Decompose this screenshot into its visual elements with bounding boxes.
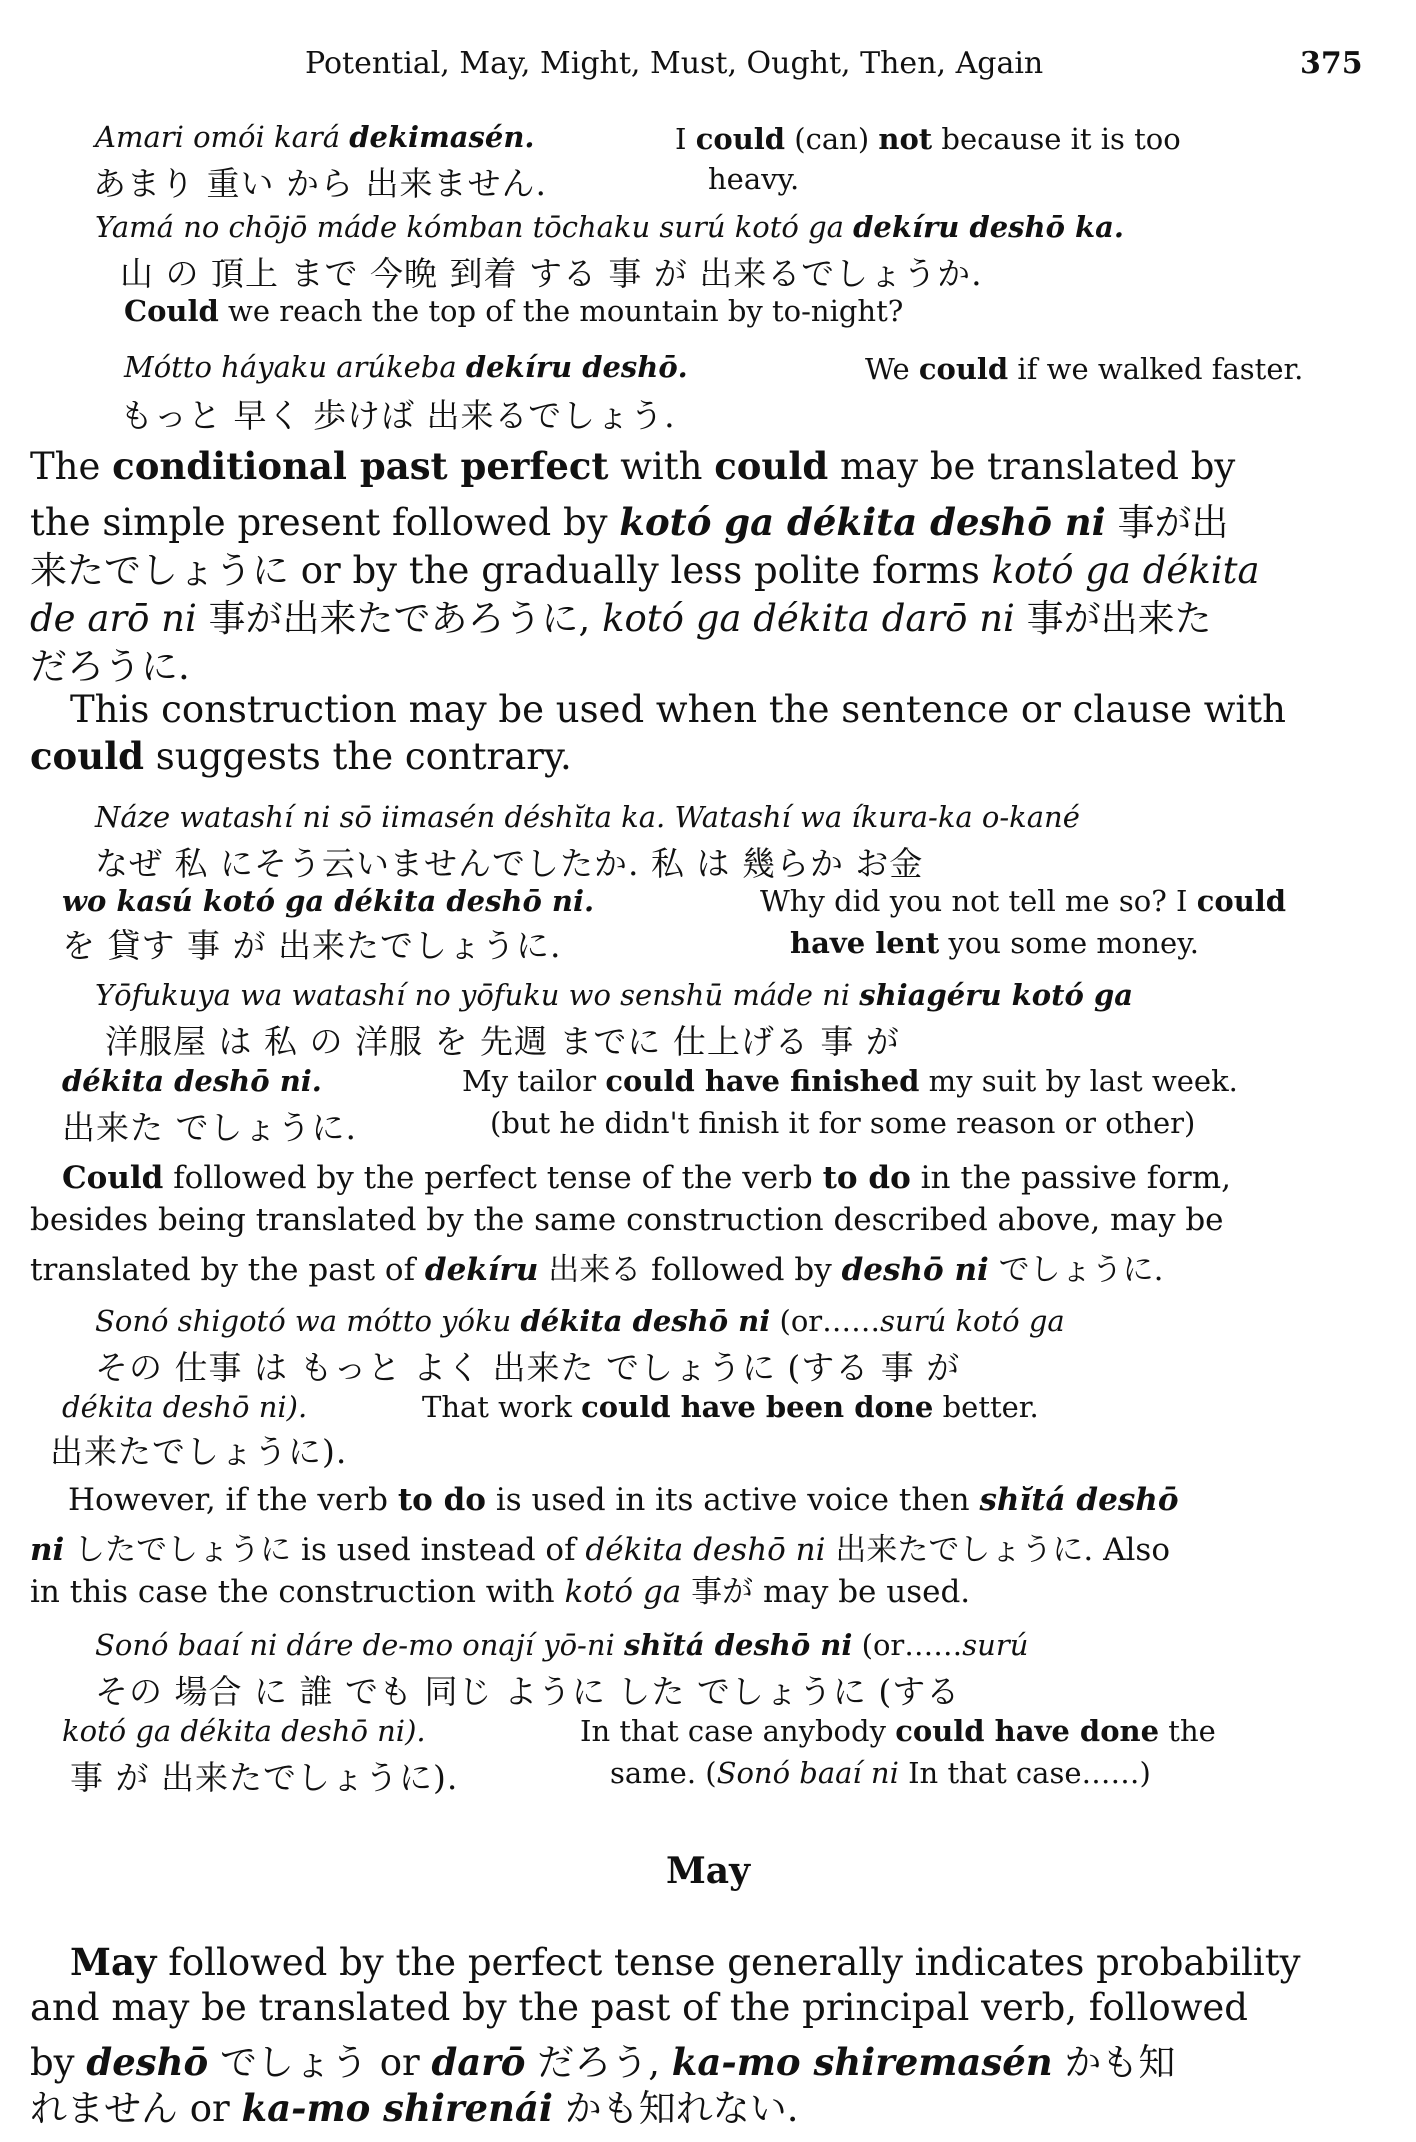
paragraph-line: ni したでしょうに is used instead of dékita deshō ni 出来たでしょうに. Also <box>30 1532 1170 1568</box>
paragraph-line: Could followed by the perfect tense of the verb to do in the passive form, <box>62 1160 1231 1196</box>
example-japanese: もっと 早く 歩けば 出来るでしょう. <box>120 396 676 435</box>
example-japanese: 事 が 出来たでしょうに). <box>70 1758 459 1797</box>
example-romaji: Sonó shigotó wa mótto yóku dékita deshō ni (or……surú kotó ga <box>95 1304 1065 1338</box>
paragraph-line: May followed by the perfect tense generally indicates probability <box>70 1940 1301 1984</box>
example-japanese: を 貸す 事 が 出来たでしょうに. <box>62 926 562 965</box>
example-romaji: Amari omói kará dekimasén. <box>95 120 535 154</box>
example-japanese: 山 の 頂上 まで 今晩 到着 する 事 が 出来るでしょうか. <box>120 254 983 293</box>
paragraph-line: れません or ka-mo shirenái かも知れない. <box>30 2086 799 2130</box>
page-number: 375 <box>1300 46 1363 81</box>
paragraph-line: This construction may be used when the sentence or clause with <box>70 688 1286 731</box>
example-translation: My tailor could have finished my suit by last week. <box>462 1064 1238 1098</box>
running-header: Potential, May, Might, Must, Ought, Then, Again <box>305 46 1044 81</box>
example-translation: Could we reach the top of the mountain by to-night? <box>124 294 904 328</box>
example-romaji: wo kasú kotó ga dékita deshō ni. <box>62 884 595 918</box>
example-translation: Why did you not tell me so? I could <box>760 884 1287 918</box>
example-romaji: Yamá no chōjō máde kómban tōchaku surú kotó ga dekíru deshō ka. <box>95 210 1125 244</box>
example-romaji: Yōfukuya wa watashí no yōfuku wo senshū máde ni shiagéru kotó ga <box>95 978 1134 1012</box>
paragraph-line: by deshō でしょう or darō だろう, ka-mo shiremasén かも知 <box>30 2040 1176 2084</box>
example-translation-cont: same. (Sonó baaí ni In that case……) <box>610 1756 1151 1790</box>
example-japanese: 出来たでしょうに). <box>50 1432 348 1471</box>
example-translation: That work could have been done better. <box>422 1390 1039 1424</box>
section-heading: May <box>665 1850 751 1892</box>
example-romaji: Mótto háyaku arúkeba dekíru deshō. <box>124 350 688 384</box>
example-translation-cont: have lent you some money. <box>790 926 1199 960</box>
paragraph-line: However, if the verb to do is used in its active voice then shĭtá deshō <box>68 1482 1179 1518</box>
example-translation-cont: (but he didn't finish it for some reason or other) <box>490 1106 1196 1140</box>
example-translation-cont: heavy. <box>708 162 800 196</box>
paragraph-line: 来たでしょうに or by the gradually less polite forms kotó ga dékita <box>30 549 1260 592</box>
paragraph-line: besides being translated by the same construction described above, may be <box>30 1202 1224 1238</box>
example-romaji: dékita deshō ni. <box>62 1064 322 1098</box>
paragraph-line: the simple present followed by kotó ga dékita deshō ni 事が出 <box>30 500 1229 544</box>
example-translation: We could if we walked faster. <box>865 352 1304 386</box>
example-romaji: Náze watashí ni sō iimasén déshĭta ka. Watashí wa íkura-ka o-kané <box>95 800 1080 834</box>
example-japanese: 洋服屋 は 私 の 洋服 を 先週 までに 仕上げる 事 が <box>105 1022 900 1061</box>
example-japanese: なぜ 私 にそう云いませんでしたか. 私 は 幾らか お金 <box>95 844 924 883</box>
paragraph-line: だろうに. <box>30 645 190 688</box>
paragraph-line: and may be translated by the past of the principal verb, followed <box>30 1986 1248 2029</box>
paragraph-line: translated by the past of dekíru 出来る followed by deshō ni でしょうに. <box>30 1252 1164 1288</box>
paragraph-line: in this case the construction with kotó ga 事が may be used. <box>30 1574 971 1610</box>
example-japanese: その 場合 に 誰 でも 同じ ように した でしょうに (する <box>95 1672 961 1711</box>
example-japanese: 出来た でしょうに. <box>62 1108 357 1147</box>
paragraph-line: de arō ni 事が出来たであろうに, kotó ga dékita darō ni 事が出来た <box>30 597 1212 640</box>
example-japanese: あまり 重い から 出来ません. <box>93 164 547 203</box>
paragraph-line: The conditional past perfect with could may be translated by <box>30 444 1236 488</box>
example-romaji: Sonó baaí ni dáre de-mo onají yō-ni shĭtá deshō ni (or……surú <box>95 1628 1029 1662</box>
example-romaji: dékita deshō ni). <box>62 1390 308 1424</box>
example-translation: I could (can) not because it is too <box>675 122 1181 156</box>
example-japanese: その 仕事 は もっと よく 出来た でしょうに (する 事 が <box>95 1348 961 1387</box>
example-romaji: kotó ga dékita deshō ni). <box>62 1714 426 1748</box>
paragraph-line: could suggests the contrary. <box>30 734 572 778</box>
example-translation: In that case anybody could have done the <box>580 1714 1216 1748</box>
